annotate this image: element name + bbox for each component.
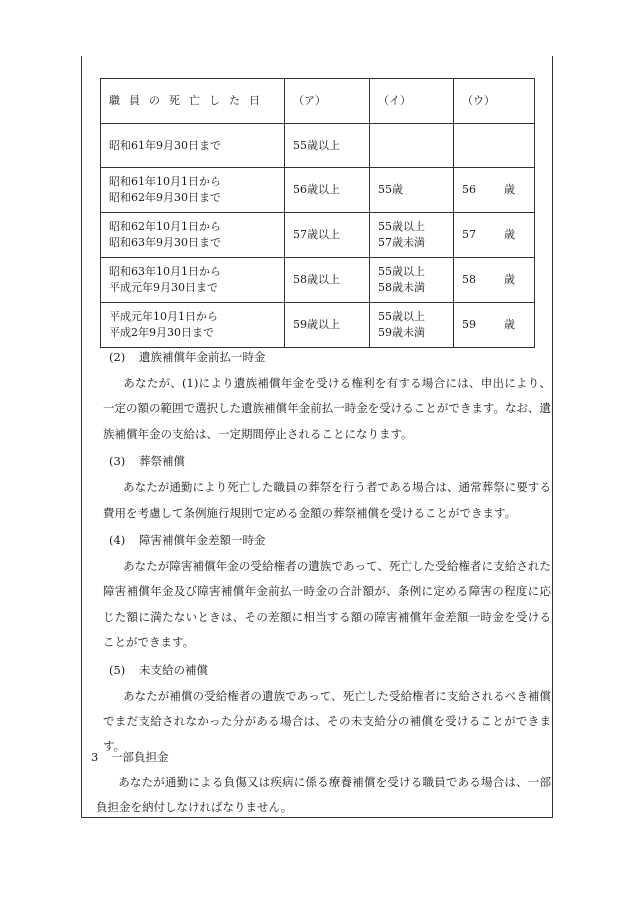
section-body: あなたが通勤により死亡した職員の葬祭を行う者である場合は、通常葬祭に要する費用を考慮して条例施行規則で定める金額の葬祭補償を受けることができます。 — [103, 480, 551, 520]
table-row — [101, 303, 535, 348]
date-cell: 昭和61年9月30日まで — [101, 124, 285, 168]
i-cell: 55歳 — [370, 168, 454, 213]
date-cell: 昭和61年10月1日から 昭和62年9月30日まで — [101, 168, 285, 213]
section-body: あなたが補償の受給権者の遺族であって、死亡した受給権者に支給されるべき補償でまだ支給されなかった分がある場合は、その未支給分の補償を受けることができます。 — [103, 688, 551, 754]
section-heading: (3) 葬祭補償 — [109, 454, 185, 469]
table-row — [101, 213, 535, 258]
header-i: （イ） — [370, 79, 454, 124]
header-u: （ウ） — [454, 79, 535, 124]
i-cell: 55歳以上 57歳未満 — [370, 213, 454, 258]
date-cell: 平成元年10月1日から 平成2年9月30日まで — [101, 303, 285, 348]
age-requirement-table — [100, 78, 535, 348]
u-cell: 56 歳 — [454, 168, 535, 213]
section-body: あなたが障害補償年金の受給権者の遺族であって、死亡した受給権者に支給された障害補償年金及び障害補償年金前払一時金の合計額が、条例に定める障害の程度に応じた額に満たないときは、その差額に相当する額の障害補償年金差額一時金を受けることができます。 — [103, 559, 551, 650]
section-funeral — [103, 450, 551, 526]
main-section-heading: 3 一部負担金 — [91, 750, 169, 764]
header-death-date: 職員の死亡した日 — [101, 79, 285, 124]
date-cell: 昭和62年10月1日から 昭和63年9月30日まで — [101, 213, 285, 258]
section-advance-lump-sum — [103, 346, 551, 447]
i-cell: 55歳以上 58歳未満 — [370, 258, 454, 303]
u-cell: 59 歳 — [454, 303, 535, 348]
i-cell — [370, 124, 454, 168]
section-heading: (4) 障害補償年金差額一時金 — [109, 533, 266, 548]
a-cell: 59歳以上 — [285, 303, 370, 348]
a-cell: 58歳以上 — [285, 258, 370, 303]
section-heading: (2) 遺族補償年金前払一時金 — [109, 350, 266, 364]
table-row — [101, 258, 535, 303]
u-cell: 57 歳 — [454, 213, 535, 258]
table-header-row — [101, 79, 535, 124]
u-cell: 58 歳 — [454, 258, 535, 303]
header-a: （ア） — [285, 79, 370, 124]
main-section-body: あなたが通勤による負傷又は疾病に係る療養補償を受ける職員である場合は、一部負担金を納付しなければなりません。 — [96, 775, 551, 815]
a-cell: 55歳以上 — [285, 124, 370, 168]
section-body: あなたが、(1)により遺族補償年金を受ける権利を有する場合には、申出により、一定の額の範囲で選択した遺族補償年金前払一時金を受けることができます。なお、遺族補償年金の支給は、一定期間停止されることになります。 — [103, 376, 551, 441]
table-row — [101, 168, 535, 213]
table-row — [101, 124, 535, 168]
i-cell: 55歳以上 59歳未満 — [370, 303, 454, 348]
a-cell: 57歳以上 — [285, 213, 370, 258]
section-unpaid — [103, 659, 551, 760]
a-cell: 56歳以上 — [285, 168, 370, 213]
date-cell: 昭和63年10月1日から 平成元年9月30日まで — [101, 258, 285, 303]
u-cell — [454, 124, 535, 168]
section-disability-difference — [103, 529, 551, 656]
subsections — [103, 346, 551, 763]
section-heading: (5) 未支給の補償 — [109, 662, 208, 677]
